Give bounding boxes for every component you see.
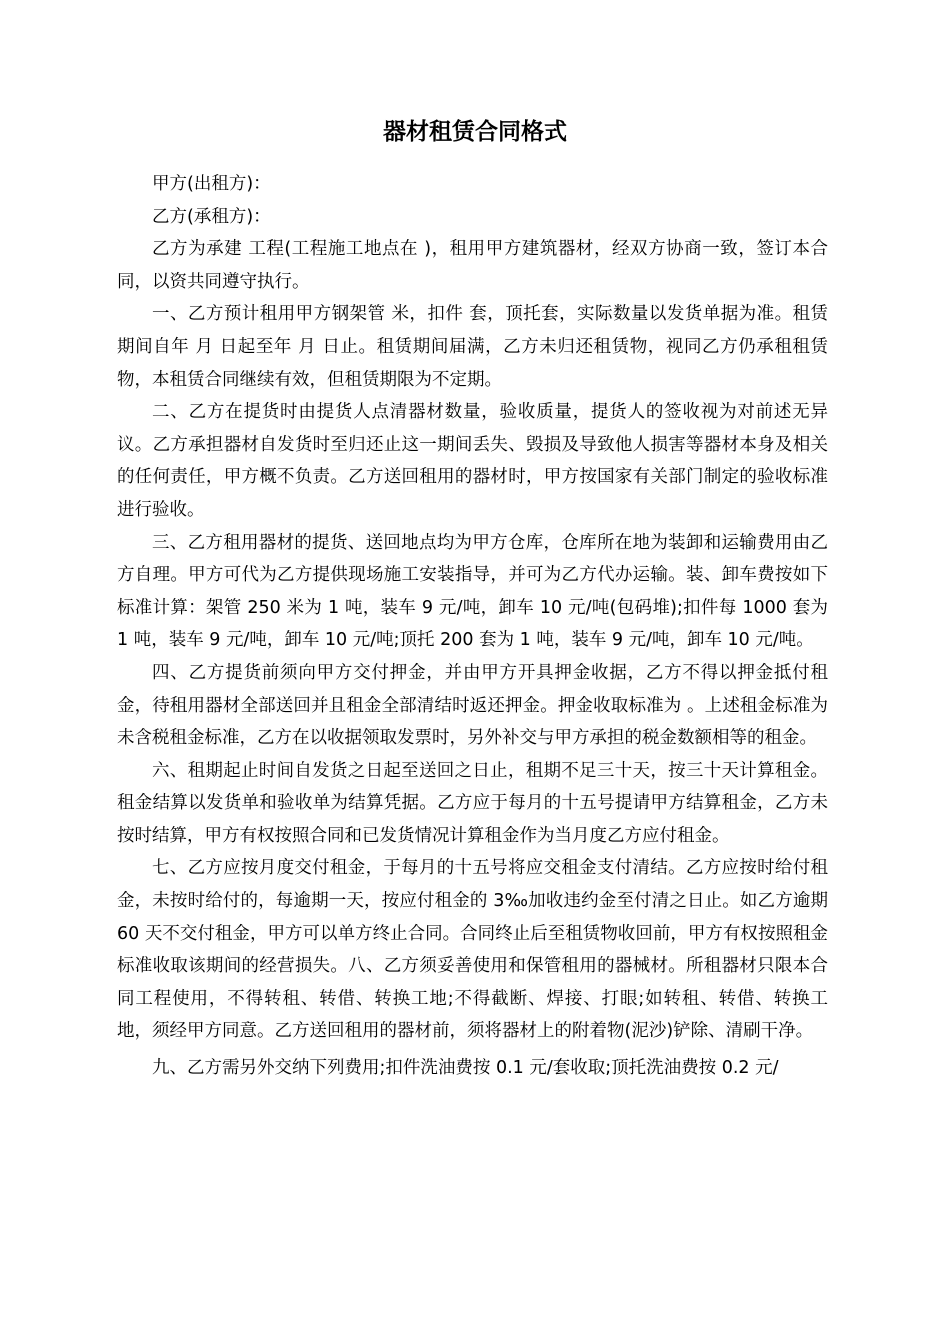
clause-9: 九、乙方需另外交纳下列费用;扣件洗油费按 0.1 元/套收取;顶托洗油费按 0.2 元/ xyxy=(152,1058,779,1079)
document-body xyxy=(117,168,828,1085)
party-a-line: 甲方(出租方)： xyxy=(152,174,271,194)
clause-4: 四、乙方提货前须向甲方交付押金，并由甲方开具押金收据，乙方不得以押金抵付租金，待租用器材全部送回并且租金全部清结时返还押金。押金收取标准为 。上述租金标准为未含税租金标准，乙方在以收据领取发票时，另外补交与甲方承担的税金数额相等的租金。 xyxy=(117,662,828,749)
clause-2: 二、乙方在提货时由提货人点清器材数量，验收质量，提货人的签收视为对前述无异议。乙方承担器材自发货时至归还止这一期间丢失、毁损及导致他人损害等器材本身及相关的任何责任，甲方概不负责。乙方送回租用的器材时，甲方按国家有关部门制定的验收标准进行验收。 xyxy=(117,402,828,520)
clause-3: 三、乙方租用器材的提货、送回地点均为甲方仓库，仓库所在地为装卸和运输费用由乙方自理。甲方可代为乙方提供现场施工安装指导，并可为乙方代办运输。装、卸车费按如下标准计算：架管 250 米为 1 吨，装车 9 元/吨，卸车 10 元/吨(包码堆);扣件每 1000 套为 1 吨，装车 9 元/吨，卸车 10 元/吨;顶托 200 套为 1 吨，装车 9 元/吨，卸车 10 元/吨。 xyxy=(117,532,828,651)
party-b-line: 乙方(承租方)： xyxy=(152,206,271,227)
clause-1: 一、乙方预计租用甲方钢架管 米，扣件 套，顶托套，实际数量以发货单据为准。租赁期间自年 月 日起至年 月 日止。租赁期间届满，乙方未归还租赁物，视同乙方仍承租租赁物，本租赁合同继续有效，但租赁期限为不定期。 xyxy=(117,304,828,390)
preamble-paragraph: 乙方为承建 工程(工程施工地点在 )，租用甲方建筑器材，经双方协商一致，签订本合同，以资共同遵守执行。 xyxy=(117,239,828,292)
clause-6: 六、租期起止时间自发货之日起至送回之日止，租期不足三十天，按三十天计算租金。租金结算以发货单和验收单为结算凭据。乙方应于每月的十五号提请甲方结算租金，乙方未按时结算，甲方有权按照合同和已发货情况计算租金作为当月度乙方应付租金。 xyxy=(117,760,828,846)
document-title: 器材租赁合同格式 xyxy=(383,119,567,145)
clause-7-8: 七、乙方应按月度交付租金，于每月的十五号将应交租金支付清结。乙方应按时给付租金，未按时给付的，每逾期一天，按应付租金的 3‰加收违约金至付清之日止。如乙方逾期 60 天不交付租金，甲方可以单方终止合同。合同终止后至租赁物收回前，甲方有权按照租金标准收取该期间的经营损失。八、乙方须妥善使用和保管租用的器械材。所租器材只限本合同工程使用，不得转租、转借、转换工地;不得截断、焊接、打眼;如转租、转借、转换工地，须经甲方同意。乙方送回租用的器材前，须将器材上的附着物(泥沙)铲除、清刷干净。 xyxy=(117,858,828,1042)
